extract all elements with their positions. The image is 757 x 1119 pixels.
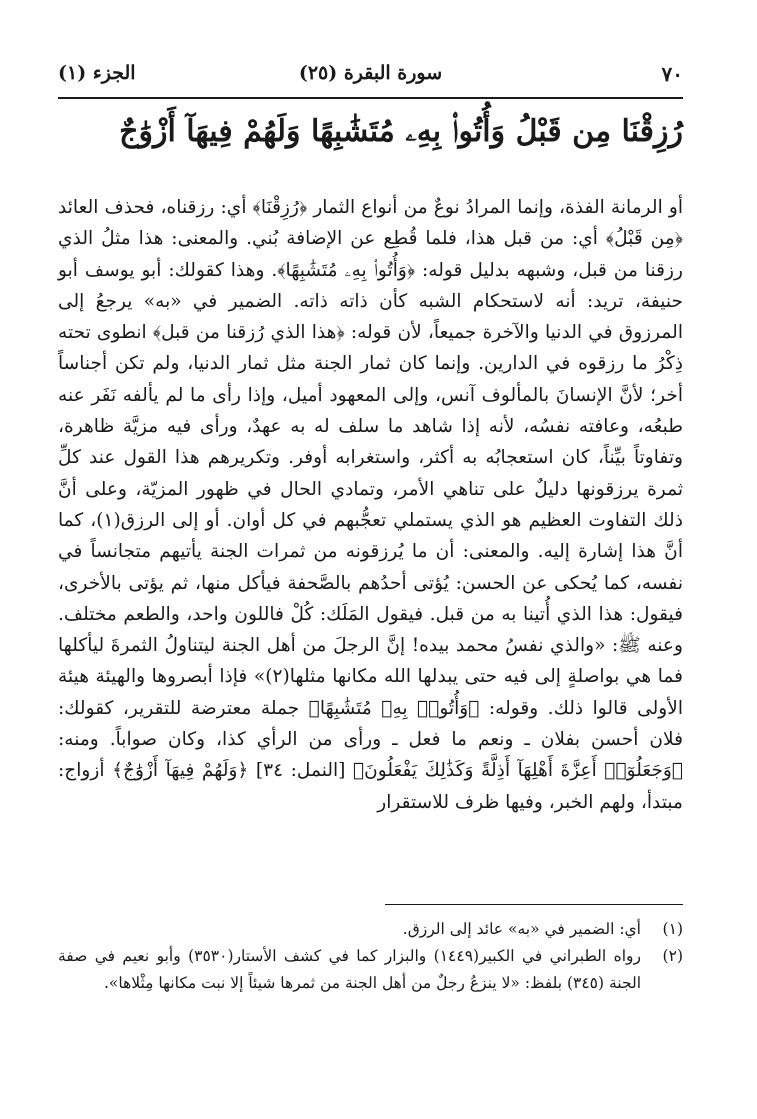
- footnote-2: [58, 943, 683, 997]
- commentary-body: [58, 192, 683, 818]
- header-divider: [58, 97, 683, 99]
- running-header: [58, 58, 683, 94]
- commentary-paragraph: أو الرمانة الفذة، وإنما المرادُ نوعٌ من أنواع الثمار ﴿رُزِقْنَا﴾ أي: رزقناه، فحذف العائد ﴿مِن قَبْلُ﴾ أي: من قبل هذا، فلما قُطِع عن الإضافة بُني. والمعنى: هذا مثلُ الذي رزقنا من قبل، وشبهه بدليل قوله: ﴿وَأُتُوا۟ بِهِۦ مُتَشَٰبِهًا﴾. وهذا كقولك: أبو يوسف أبو حنيفة، تريد: أنه لاستحكام الشبه كأن ذاته ذاته. الضمير في «به» يرجعُ إلى المرزوق في الدنيا والآخرة جميعاً، لأن قوله: ﴿هذا الذي رُزقنا من قبل﴾ انطوى تحته ذِكْرُ ما رزقوه في الدارين. وإنما كان ثمار الجنة مثل ثمار الدنيا، ولم تكن أجناساً أخر؛ لأنَّ الإنسانَ بالمألوف آنس، وإلى المعهود أميل، وإذا رأى ما لم يألفه نَفَر عنه طبعُه، وعافته نفسُه، لأنه إذا شاهد ما سلف له به عهدٌ، ورأى فيه مزيَّة ظاهرة، وتفاوتاً بيِّناً، كان استعجابُه به أكثر، واستغرابه أوفر. وتكريرهم هذا القول عند كلِّ ثمرة يرزقونها دليلٌ على تناهي الأمر، وتمادي الحال في ظهور المزيّة، وعلى أنَّ ذلك التفاوت العظيم هو الذي يستملي تعجُّبهم في كل أوان. أو إلى الرزق(١)، كما أنَّ هذا إشارة إليه. والمعنى: أن ما يُرزقونه من ثمرات الجنة يأتيهم متجانساً في نفسه، كما يُحكى عن الحسن: يُؤتى أحدُهم بالصَّحفة فيأكل منها، ثم يؤتى بالأخرى، فيقول: هذا الذي أُتينا به من قبل. فيقول المَلَك: كُلْ فاللون واحد، والطعم مختلف. وعنه ﷺ: «والذي نفسُ محمد بيده! إنَّ الرجلَ من أهل الجنة ليتناولُ الثمرةَ ليأكلها فما هي بواصلةٍ إلى فيه حتى يبدلها الله مكانها مثلها(٢)» فإذا أبصروها والهيئة هيئة الأولى قالوا ذلك. وقوله: ﴿وَأُتُوا۟ بِهِۦ مُتَشَٰبِهًا﴾ جملة معترضة للتقرير، كقولك: فلان أحسن بفلان ـ ونعم ما فعل ـ ورأى من الرأي كذا، وكان صواباً. ومنه: ﴿وَجَعَلُوٓا۟ أَعِزَّةَ أَهْلِهَآ أَذِلَّةً وَكَذَٰلِكَ يَفْعَلُونَ﴾ [النمل: ٣٤] ﴿وَلَهُمْ فِيهَآ أَزْوَٰجٌ﴾ أزواج: مبتدأ، ولهم الخبر، وفيها ظرف للاستقرار: [58, 197, 684, 813]
- surah-title: سورة البقرة (٢٥): [298, 62, 443, 84]
- footnote-text: رواه الطبراني في الكبير(١٤٤٩) والبزار كما في كشف الأستار(٣٥٣٠) وأبو نعيم في صفة الجنة (٣٤٥) بلفظ: «لا ينزعُ رجلٌ من أهل الجنة من ثمرها شيئاً إلا نبت مكانها مِثْلاها».: [58, 947, 641, 992]
- footnote-text: أي: الضمير في «به» عائد إلى الرزق.: [402, 920, 641, 938]
- footnote-number: (٢): [662, 947, 683, 965]
- footnote-number: (١): [662, 920, 683, 938]
- quran-verse: رُزِقْنَا مِن قَبْلُ وَأُتُوا۟ بِهِۦ مُتَشَٰبِهًا وَلَهُمْ فِيهَآ أَزْوَٰجٌ: [119, 114, 683, 149]
- page-number: ٧٠: [661, 62, 683, 86]
- juz-label: الجزء (١): [58, 62, 136, 84]
- footnotes: [58, 916, 683, 997]
- footnote-divider: [385, 904, 683, 905]
- footnote-1: [58, 916, 683, 943]
